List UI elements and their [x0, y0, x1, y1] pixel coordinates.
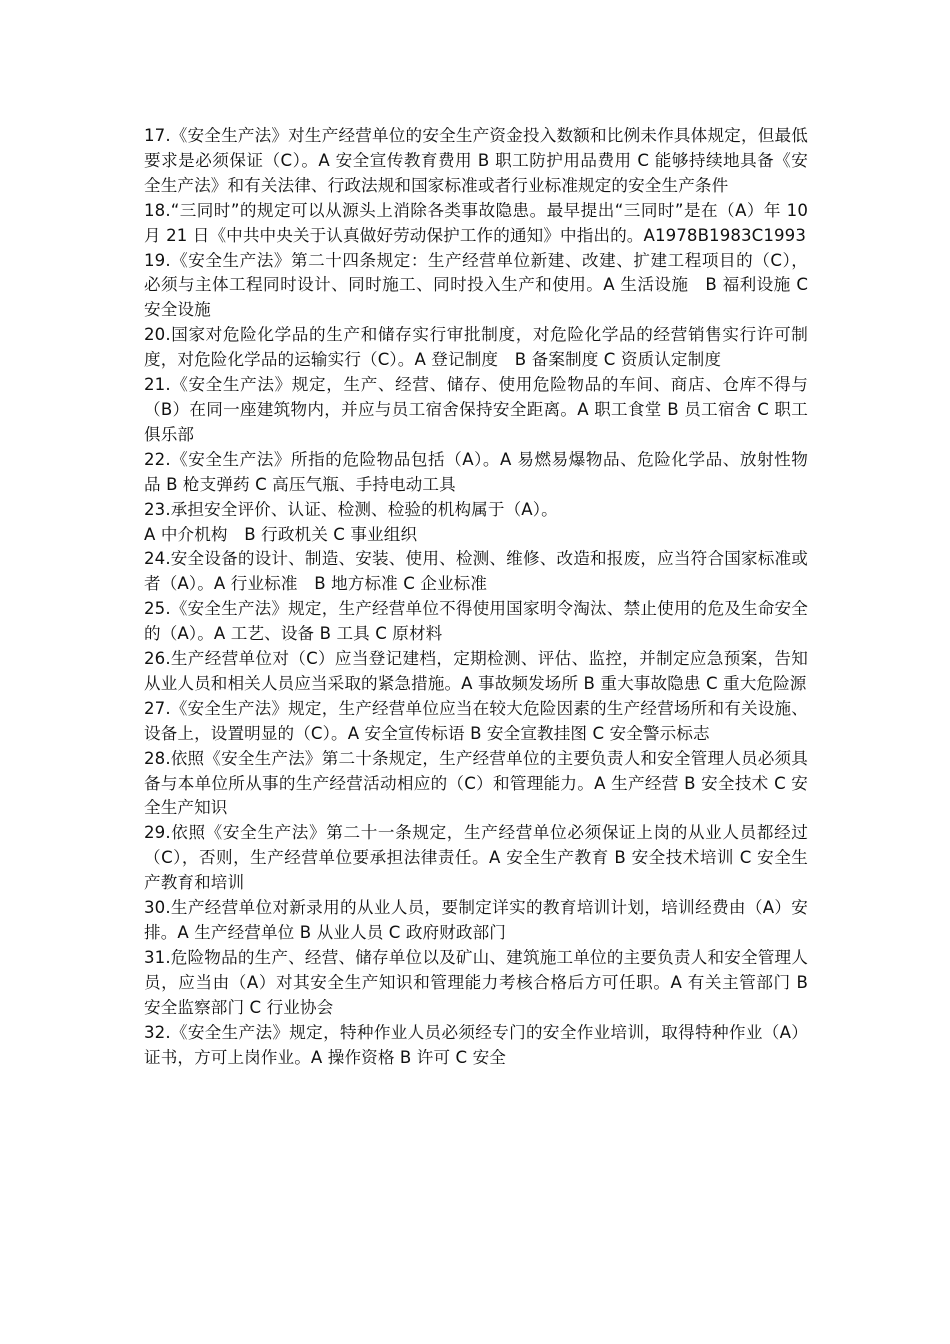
question-20: 20.国家对危险化学品的生产和储存实行审批制度，对危险化学品的经营销售实行许可制度，对危险化学品的运输实行（C）。A 登记制度 B 备案制度 C 资质认定制度 [144, 325, 808, 370]
question-21: 21.《安全生产法》规定，生产、经营、储存、使用危险物品的车间、商店、仓库不得与（B）在同一座建筑物内，并应与员工宿舍保持安全距离。A 职工食堂 B 员工宿舍 C 职工俱乐部 [144, 375, 808, 444]
question-26: 26.生产经营单位对（C）应当登记建档，定期检测、评估、监控，并制定应急预案，告知从业人员和相关人员应当采取的紧急措施。A 事故频发场所 B 重大事故隐患 C 重大危险源 [144, 649, 808, 693]
question-30: 30.生产经营单位对新录用的从业人员，要制定详实的教育培训计划，培训经费由（A）安排。A 生产经营单位 B 从业人员 C 政府财政部门 [144, 898, 808, 942]
question-27: 27.《安全生产法》规定，生产经营单位应当在较大危险因素的生产经营场所和有关设施、设备上，设置明显的（C）。A 安全宣传标语 B 安全宣教挂图 C 安全警示标志 [144, 698, 808, 743]
question-17: 17.《安全生产法》对生产经营单位的安全生产资金投入数额和比例未作具体规定，但最低要求是必须保证（C）。A 安全宣传教育费用 B 职工防护用品费用 C 能够持续地具备《安全生产法》和有关法律、行政法规和国家标准或者行业标准规定的安全生产条件 [144, 126, 808, 195]
question-23: 23.承担安全评价、认证、检测、检验的机构属于（A）。 [144, 499, 558, 519]
question-18: 18.“三同时”的规定可以从源头上消除各类事故隐患。最早提出“三同时”是在（A）年 10 月 21 日《中共中央关于认真做好劳动保护工作的通知》中指出的。A1978B1983C1993 [144, 200, 808, 245]
question-29: 29.依照《安全生产法》第二十一条规定，生产经营单位必须保证上岗的从业人员都经过（C），否则，生产经营单位要承担法律责任。A 安全生产教育 B 安全技术培训 C 安全生产教育和培训 [144, 823, 808, 893]
question-19: 19.《安全生产法》第二十四条规定：生产经营单位新建、改建、扩建工程项目的（C），必须与主体工程同时设计、同时施工、同时投入生产和使用。A 生活设施 B 福利设施 C 安全设施 [144, 250, 808, 320]
question-28: 28.依照《安全生产法》第二十条规定，生产经营单位的主要负责人和安全管理人员必须具备与本单位所从事的生产经营活动相应的（C）和管理能力。A 生产经营 B 安全技术 C 安全生产知识 [144, 748, 808, 818]
question-24: 24.安全设备的设计、制造、安装、使用、检测、维修、改造和报废，应当符合国家标准或者（A）。A 行业标准 B 地方标准 C 企业标准 [144, 549, 808, 594]
question-31: 31.危险物品的生产、经营、储存单位以及矿山、建筑施工单位的主要负责人和安全管理人员，应当由（A）对其安全生产知识和管理能力考核合格后方可任职。A 有关主管部门 B 安全监察部门 C 行业协会 [144, 947, 808, 1017]
question-25: 25.《安全生产法》规定，生产经营单位不得使用国家明令淘汰、禁止使用的危及生命安全的（A）。A 工艺、设备 B 工具 C 原材料 [144, 599, 808, 644]
document-body [144, 124, 808, 1070]
question-32: 32.《安全生产法》规定，特种作业人员必须经专门的安全作业培训，取得特种作业（A）证书，方可上岗作业。A 操作资格 B 许可 C 安全 [144, 1022, 808, 1067]
question-23-options: A 中介机构 B 行政机关 C 事业组织 [144, 524, 418, 544]
question-22: 22.《安全生产法》所指的危险物品包括（A）。A 易燃易爆物品、危险化学品、放射性物品 B 枪支弹药 C 高压气瓶、手持电动工具 [144, 449, 808, 494]
